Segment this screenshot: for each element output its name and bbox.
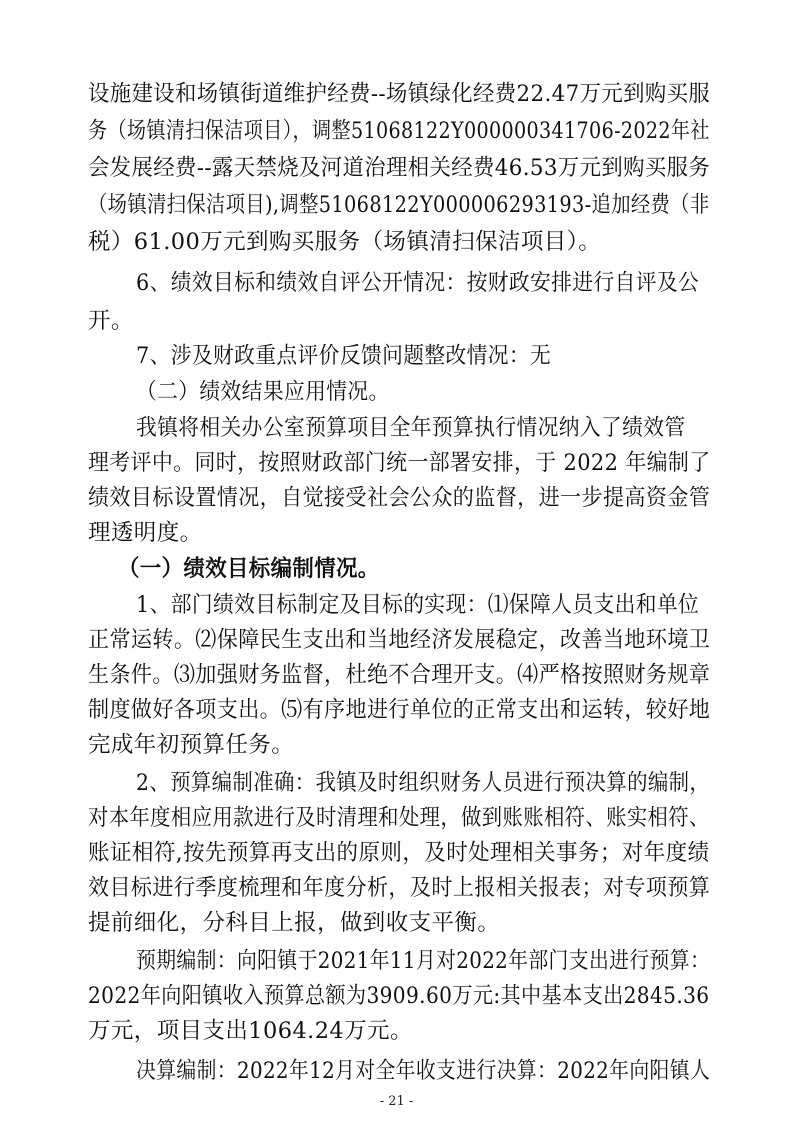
paragraph-line: 2、预算编制准确：我镇及时组织财务人员进行预决算的编制， — [136, 770, 711, 796]
paragraph-line: 提前细化，分科目上报，做到收支平衡。 — [88, 910, 501, 936]
paragraph-line: 6、绩效目标和绩效自评公开情况：按财政安排进行自评及公 — [136, 270, 700, 296]
paragraph-line: 税）61.00万元到购买服务（场镇清扫保洁项目）。 — [88, 229, 602, 255]
paragraph-line: 我镇将相关办公室预算项目全年预算执行情况纳入了绩效管 — [136, 415, 686, 441]
paragraph-line: 账证相符,按先预算再支出的原则，及时处理相关事务；对年度绩 — [88, 840, 710, 866]
paragraph-line: 会发展经费--露天禁烧及河道治理相关经费46.53万元到购买服务 — [88, 155, 711, 181]
page-number: - 21 - — [379, 1094, 414, 1109]
paragraph-line: 务（场镇清扫保洁项目），调整51068122Y000000341706-2022年社 — [88, 118, 710, 144]
paragraph-line: 生条件。⑶加强财务监督，杜绝不合理开支。⑷严格按照财务规章 — [88, 662, 711, 688]
paragraph-line: 理透明度。 — [88, 520, 203, 546]
paragraph-line: （场镇清扫保洁项目),调整51068122Y000006293193-追加经费（非 — [88, 192, 710, 218]
paragraph-line: 7、涉及财政重点评价反馈问题整改情况：无 — [136, 343, 552, 369]
paragraph-line: 对本年度相应用款进行及时清理和处理，做到账账相符、账实相符、 — [88, 805, 710, 831]
paragraph-line: 预期编制：向阳镇于2021年11月对2022年部门支出进行预算： — [136, 948, 711, 974]
paragraph-line: 效目标进行季度梳理和年度分析，及时上报相关报表；对专项预算 — [88, 875, 711, 901]
paragraph-line: 设施建设和场镇街道维护经费--场镇绿化经费22.47万元到购买服 — [88, 81, 711, 107]
paragraph-line: 万元，项目支出1064.24万元。 — [88, 1018, 413, 1044]
paragraph-line: 理考评中。同时，按照财政部门统一部署安排，于 2022 年编制了 — [88, 450, 711, 476]
paragraph-line: 完成年初预算任务。 — [88, 732, 295, 758]
paragraph-line: 绩效目标设置情况，自觉接受社会公众的监督，进一步提高资金管 — [88, 485, 711, 511]
paragraph-line: 决算编制：2022年12月对全年收支进行决算：2022年向阳镇人 — [136, 1058, 711, 1084]
paragraph-line: 2022年向阳镇收入预算总额为3909.60万元:其中基本支出2845.36 — [88, 983, 710, 1009]
paragraph-line: 正常运转。⑵保障民生支出和当地经济发展稳定，改善当地环境卫 — [88, 627, 711, 653]
paragraph-line: 开。 — [88, 308, 134, 334]
section-heading: （二）绩效结果应用情况。 — [136, 379, 390, 405]
paragraph-line: 制度做好各项支出。⑸有序地进行单位的正常支出和运转，较好地 — [88, 697, 711, 723]
paragraph-line: 1、部门绩效目标制定及目标的实现：⑴保障人员支出和单位 — [136, 592, 700, 618]
section-heading-bold: （一）绩效目标编制情况。 — [118, 556, 380, 582]
